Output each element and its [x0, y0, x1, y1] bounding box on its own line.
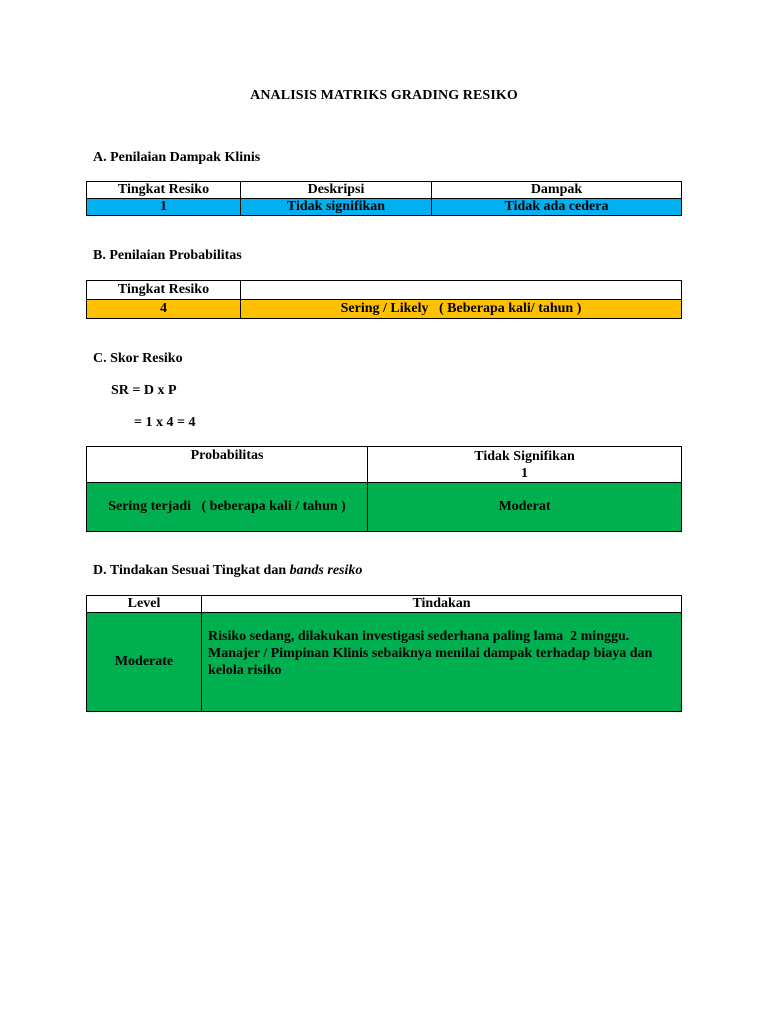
table-row — [87, 199, 682, 216]
table-cell: Sering terjadi ( beberapa kali / tahun ) — [87, 483, 368, 532]
header-cell: Deskripsi — [241, 182, 432, 199]
heading-italic: bands resiko — [289, 563, 363, 578]
table-header-row — [87, 281, 682, 300]
header-cell: Dampak — [432, 182, 682, 199]
table-cell: 4 — [87, 300, 241, 319]
formula-line-2: = 1 x 4 = 4 — [134, 415, 196, 430]
header-cell-empty — [241, 281, 682, 300]
header-cell: Level — [87, 596, 202, 613]
table-cell: Tidak signifikan — [241, 199, 432, 216]
page-title: ANALISIS MATRIKS GRADING RESIKO — [250, 88, 518, 103]
header-cell: Tingkat Resiko — [87, 281, 241, 300]
heading-text: D. Tindakan Sesuai Tingkat dan — [93, 563, 290, 578]
header-line: 1 — [521, 466, 528, 481]
header-cell — [368, 447, 682, 483]
table-header-row — [87, 447, 682, 483]
table-cell: Sering / Likely ( Beberapa kali/ tahun ) — [241, 300, 682, 319]
table-cell: 1 — [87, 199, 241, 216]
clinical-impact-table — [86, 181, 682, 216]
header-cell: Tingkat Resiko — [87, 182, 241, 199]
risk-score-table — [86, 446, 682, 532]
table-cell: Moderat — [368, 483, 682, 532]
action-table — [86, 595, 682, 712]
table-row — [87, 300, 682, 319]
section-b-heading: B. Penilaian Probabilitas — [93, 248, 242, 263]
table-cell: Tidak ada cedera — [432, 199, 682, 216]
header-line: Tidak Signifikan — [474, 449, 575, 464]
section-d-heading — [93, 563, 362, 579]
header-cell: Probabilitas — [87, 447, 368, 483]
header-cell: Tindakan — [202, 596, 682, 613]
section-c-heading: C. Skor Resiko — [93, 351, 183, 366]
table-cell: Risiko sedang, dilakukan investigasi sederhana paling lama 2 minggu. Manajer / Pimpinan Klinis sebaiknya menilai dampak terhadap biaya dan kelola risiko — [202, 613, 682, 712]
section-a-heading: A. Penilaian Dampak Klinis — [93, 150, 261, 165]
table-cell: Moderate — [87, 613, 202, 712]
table-row — [87, 483, 682, 532]
table-header-row — [87, 596, 682, 613]
table-header-row — [87, 182, 682, 199]
table-row — [87, 613, 682, 712]
probability-table — [86, 280, 682, 319]
formula-line-1: SR = D x P — [111, 383, 177, 398]
